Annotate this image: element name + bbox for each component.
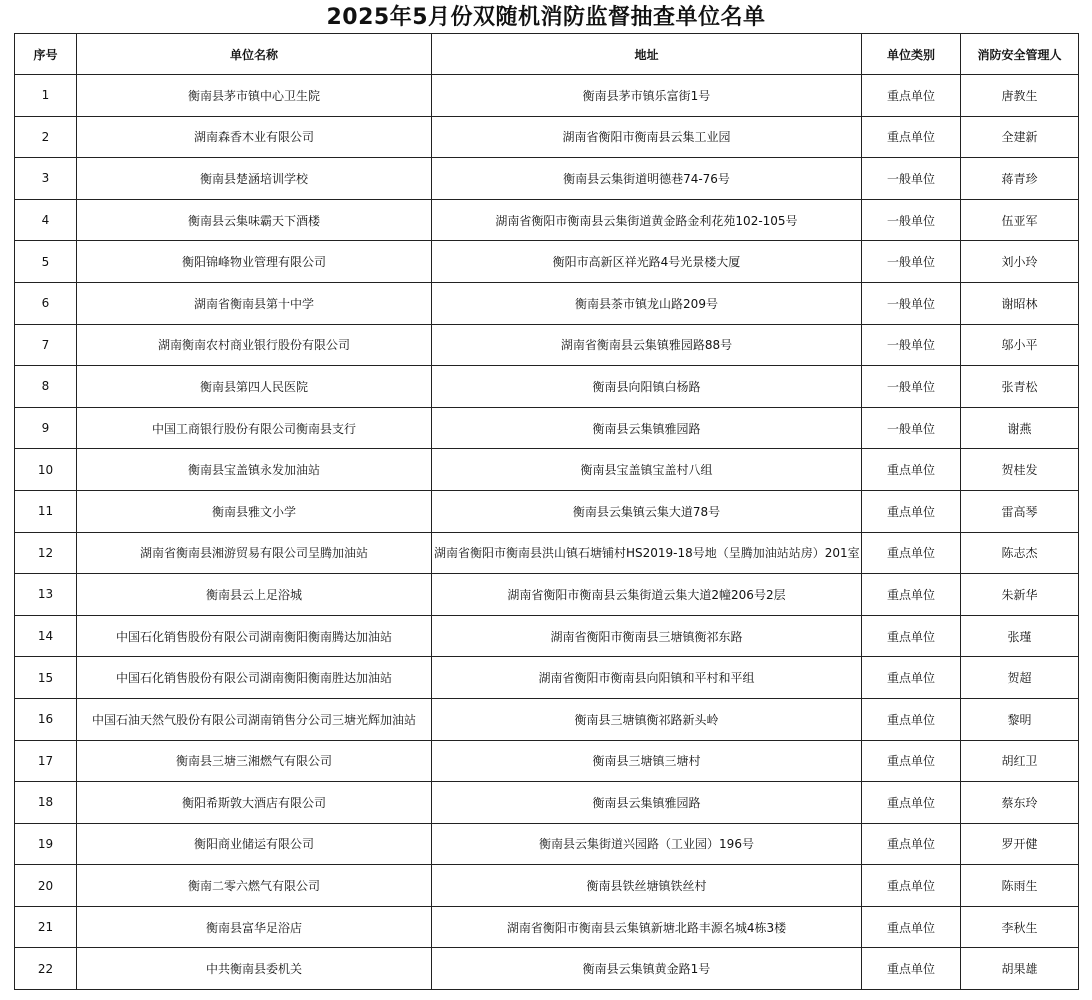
cell-safety-manager: 黎明 [961, 698, 1079, 740]
header-safety-manager: 消防安全管理人 [961, 34, 1079, 75]
cell-no: 3 [15, 158, 77, 200]
cell-address: 衡南县云集镇雅园路 [432, 407, 862, 449]
cell-address: 衡南县宝盖镇宝盖村八组 [432, 449, 862, 491]
cell-unit-name: 湖南森香木业有限公司 [77, 116, 432, 158]
document-title: 2025年5月份双随机消防监督抽查单位名单 [326, 5, 766, 30]
cell-category: 一般单位 [862, 366, 961, 408]
cell-category: 重点单位 [862, 698, 961, 740]
table-body [15, 75, 1079, 990]
cell-category: 重点单位 [862, 948, 961, 990]
cell-safety-manager: 胡红卫 [961, 740, 1079, 782]
table-row [15, 782, 1079, 824]
cell-no: 9 [15, 407, 77, 449]
cell-safety-manager: 谢燕 [961, 407, 1079, 449]
cell-no: 11 [15, 490, 77, 532]
cell-unit-name: 衡南县云集味霸天下酒楼 [77, 199, 432, 241]
cell-safety-manager: 刘小玲 [961, 241, 1079, 283]
header-category: 单位类别 [862, 34, 961, 75]
cell-unit-name: 衡南县宝盖镇永发加油站 [77, 449, 432, 491]
cell-address: 衡南县向阳镇白杨路 [432, 366, 862, 408]
table-row [15, 615, 1079, 657]
cell-safety-manager: 全建新 [961, 116, 1079, 158]
table-row [15, 199, 1079, 241]
cell-unit-name: 湖南衡南农村商业银行股份有限公司 [77, 324, 432, 366]
cell-address: 湖南省衡阳市衡南县云集镇新塘北路丰源名城4栋3楼 [432, 906, 862, 948]
cell-safety-manager: 陈志杰 [961, 532, 1079, 574]
table-row [15, 698, 1079, 740]
cell-safety-manager: 朱新华 [961, 574, 1079, 616]
cell-category: 一般单位 [862, 324, 961, 366]
cell-safety-manager: 张青松 [961, 366, 1079, 408]
inspection-unit-table [14, 33, 1079, 990]
cell-safety-manager: 谢昭林 [961, 282, 1079, 324]
cell-address: 衡南县云集街道明德巷74-76号 [432, 158, 862, 200]
cell-no: 6 [15, 282, 77, 324]
header-unit-name: 单位名称 [77, 34, 432, 75]
cell-no: 7 [15, 324, 77, 366]
table-row [15, 158, 1079, 200]
cell-safety-manager: 邬小平 [961, 324, 1079, 366]
cell-unit-name: 衡南县富华足浴店 [77, 906, 432, 948]
cell-no: 20 [15, 865, 77, 907]
cell-address: 湖南省衡阳市衡南县云集工业园 [432, 116, 862, 158]
cell-unit-name: 衡南县三塘三湘燃气有限公司 [77, 740, 432, 782]
cell-category: 重点单位 [862, 116, 961, 158]
cell-address: 衡南县茅市镇乐富街1号 [432, 75, 862, 117]
cell-no: 16 [15, 698, 77, 740]
table-row [15, 282, 1079, 324]
cell-category: 重点单位 [862, 574, 961, 616]
table-row [15, 116, 1079, 158]
cell-no: 5 [15, 241, 77, 283]
cell-category: 重点单位 [862, 865, 961, 907]
cell-category: 重点单位 [862, 782, 961, 824]
cell-category: 重点单位 [862, 615, 961, 657]
cell-address: 衡南县云集镇黄金路1号 [432, 948, 862, 990]
cell-unit-name: 衡南县茅市镇中心卫生院 [77, 75, 432, 117]
table-row [15, 906, 1079, 948]
cell-no: 1 [15, 75, 77, 117]
cell-unit-name: 中共衡南县委机关 [77, 948, 432, 990]
cell-address: 衡南县云集街道兴园路（工业园）196号 [432, 823, 862, 865]
cell-address: 湖南省衡阳市衡南县向阳镇和平村和平组 [432, 657, 862, 699]
cell-unit-name: 衡南二零六燃气有限公司 [77, 865, 432, 907]
cell-no: 22 [15, 948, 77, 990]
table-row [15, 241, 1079, 283]
cell-safety-manager: 罗开健 [961, 823, 1079, 865]
cell-category: 重点单位 [862, 75, 961, 117]
cell-category: 重点单位 [862, 490, 961, 532]
cell-safety-manager: 陈雨生 [961, 865, 1079, 907]
cell-safety-manager: 贺超 [961, 657, 1079, 699]
cell-unit-name: 衡南县楚涵培训学校 [77, 158, 432, 200]
cell-unit-name: 中国石油天然气股份有限公司湖南销售分公司三塘光辉加油站 [77, 698, 432, 740]
cell-category: 一般单位 [862, 158, 961, 200]
cell-no: 10 [15, 449, 77, 491]
cell-unit-name: 中国石化销售股份有限公司湖南衡阳衡南胜达加油站 [77, 657, 432, 699]
cell-address: 湖南省衡阳市衡南县云集街道黄金路金利花苑102-105号 [432, 199, 862, 241]
cell-address: 衡南县三塘镇衡祁路新头岭 [432, 698, 862, 740]
cell-category: 一般单位 [862, 282, 961, 324]
cell-category: 一般单位 [862, 407, 961, 449]
cell-unit-name: 衡阳商业储运有限公司 [77, 823, 432, 865]
cell-no: 17 [15, 740, 77, 782]
cell-unit-name: 湖南省衡南县湘游贸易有限公司呈腾加油站 [77, 532, 432, 574]
cell-category: 一般单位 [862, 241, 961, 283]
table-row [15, 449, 1079, 491]
table-row [15, 366, 1079, 408]
cell-safety-manager: 李秋生 [961, 906, 1079, 948]
header-address: 地址 [432, 34, 862, 75]
cell-category: 一般单位 [862, 199, 961, 241]
cell-safety-manager: 伍亚军 [961, 199, 1079, 241]
cell-address: 衡阳市高新区祥光路4号光景楼大厦 [432, 241, 862, 283]
cell-unit-name: 衡南县第四人民医院 [77, 366, 432, 408]
table-row [15, 823, 1079, 865]
cell-category: 重点单位 [862, 657, 961, 699]
table-row [15, 490, 1079, 532]
cell-safety-manager: 蔡东玲 [961, 782, 1079, 824]
table-row [15, 948, 1079, 990]
cell-address: 衡南县茶市镇龙山路209号 [432, 282, 862, 324]
cell-no: 2 [15, 116, 77, 158]
table-row [15, 407, 1079, 449]
cell-no: 19 [15, 823, 77, 865]
cell-address: 衡南县云集镇雅园路 [432, 782, 862, 824]
cell-no: 14 [15, 615, 77, 657]
table-row [15, 324, 1079, 366]
cell-unit-name: 衡阳锦峰物业管理有限公司 [77, 241, 432, 283]
cell-category: 重点单位 [862, 906, 961, 948]
cell-safety-manager: 雷高琴 [961, 490, 1079, 532]
header-no: 序号 [15, 34, 77, 75]
cell-category: 重点单位 [862, 740, 961, 782]
table-row [15, 574, 1079, 616]
cell-no: 8 [15, 366, 77, 408]
table-row [15, 657, 1079, 699]
cell-category: 重点单位 [862, 532, 961, 574]
table-row [15, 740, 1079, 782]
cell-unit-name: 衡阳希斯敦大酒店有限公司 [77, 782, 432, 824]
cell-address: 湖南省衡阳市衡南县云集街道云集大道2幢206号2层 [432, 574, 862, 616]
cell-unit-name: 衡南县云上足浴城 [77, 574, 432, 616]
cell-unit-name: 衡南县雅文小学 [77, 490, 432, 532]
cell-no: 12 [15, 532, 77, 574]
cell-address: 衡南县三塘镇三塘村 [432, 740, 862, 782]
table-row [15, 532, 1079, 574]
cell-category: 重点单位 [862, 449, 961, 491]
cell-no: 13 [15, 574, 77, 616]
cell-safety-manager: 贺桂发 [961, 449, 1079, 491]
cell-address: 湖南省衡阳市衡南县三塘镇衡祁东路 [432, 615, 862, 657]
cell-safety-manager: 张瑾 [961, 615, 1079, 657]
cell-address: 湖南省衡南县云集镇雅园路88号 [432, 324, 862, 366]
table-row [15, 865, 1079, 907]
cell-address: 衡南县铁丝塘镇铁丝村 [432, 865, 862, 907]
cell-no: 21 [15, 906, 77, 948]
cell-unit-name: 中国石化销售股份有限公司湖南衡阳衡南腾达加油站 [77, 615, 432, 657]
cell-no: 18 [15, 782, 77, 824]
cell-category: 重点单位 [862, 823, 961, 865]
cell-safety-manager: 蒋青珍 [961, 158, 1079, 200]
cell-unit-name: 中国工商银行股份有限公司衡南县支行 [77, 407, 432, 449]
table-header-row [15, 34, 1079, 75]
cell-address: 衡南县云集镇云集大道78号 [432, 490, 862, 532]
cell-no: 4 [15, 199, 77, 241]
cell-no: 15 [15, 657, 77, 699]
table-row [15, 75, 1079, 117]
cell-safety-manager: 唐教生 [961, 75, 1079, 117]
cell-address: 湖南省衡阳市衡南县洪山镇石塘铺村HS2019-18号地（呈腾加油站站房）201室 [432, 532, 862, 574]
cell-safety-manager: 胡果雄 [961, 948, 1079, 990]
cell-unit-name: 湖南省衡南县第十中学 [77, 282, 432, 324]
